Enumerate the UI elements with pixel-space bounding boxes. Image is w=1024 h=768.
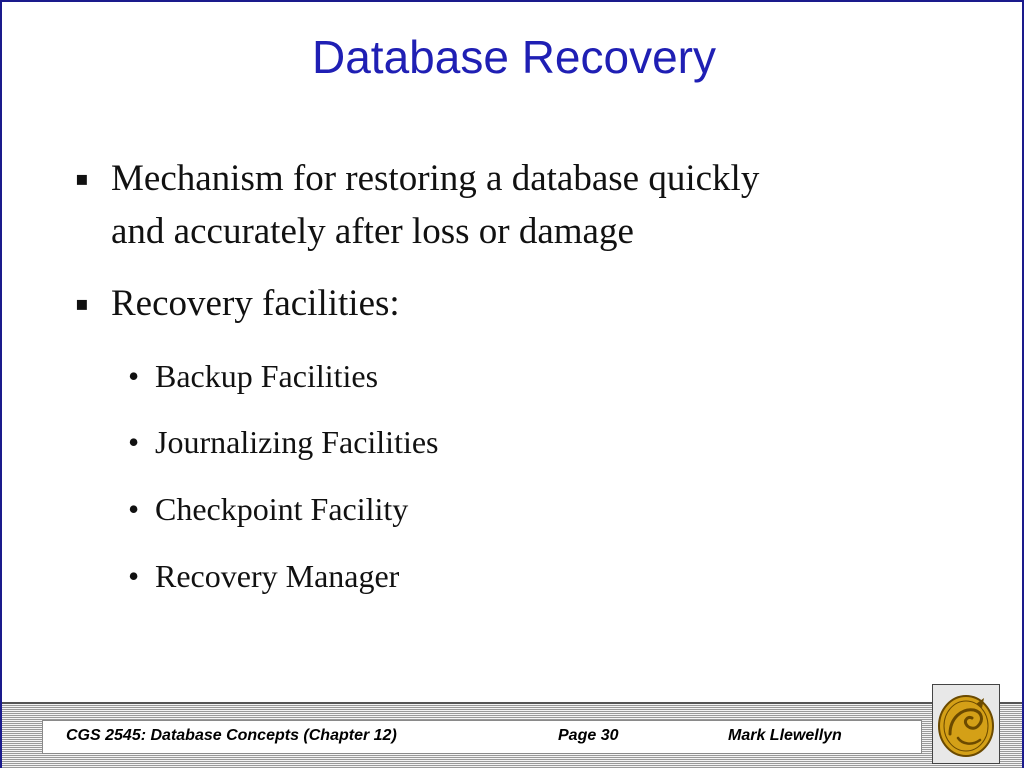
- footer-author: Mark Llewellyn: [728, 727, 842, 744]
- square-bullet-icon: ▪: [75, 166, 89, 190]
- bullet-item: [75, 152, 955, 258]
- bullet-text-line: Recovery facilities:: [111, 283, 400, 324]
- ucf-pegasus-logo-icon: [936, 690, 996, 758]
- sub-bullet-text: Backup Facilities: [155, 358, 379, 394]
- sub-bullet-text: Checkpoint Facility: [155, 491, 409, 527]
- square-bullet-icon: ▪: [75, 291, 89, 315]
- sub-bullet-item: [128, 489, 828, 529]
- footer-page-number: Page 30: [558, 727, 619, 744]
- dot-bullet-icon: •: [128, 424, 140, 460]
- slide-title: Database Recovery: [312, 31, 716, 83]
- sub-bullet-text: Recovery Manager: [155, 558, 400, 594]
- dot-bullet-icon: •: [128, 491, 140, 527]
- bullet-text-line: and accurately after loss or damage: [111, 211, 634, 252]
- dot-bullet-icon: •: [128, 558, 140, 594]
- sub-bullet-item: [128, 556, 828, 596]
- bullet-item: [75, 277, 955, 330]
- dot-bullet-icon: •: [128, 358, 140, 394]
- sub-bullet-text: Journalizing Facilities: [155, 424, 439, 460]
- sub-bullet-item: [128, 356, 828, 396]
- sub-bullet-item: [128, 422, 828, 462]
- footer-course: CGS 2545: Database Concepts (Chapter 12): [66, 727, 397, 744]
- bullet-text-line: Mechanism for restoring a database quickly: [111, 158, 760, 199]
